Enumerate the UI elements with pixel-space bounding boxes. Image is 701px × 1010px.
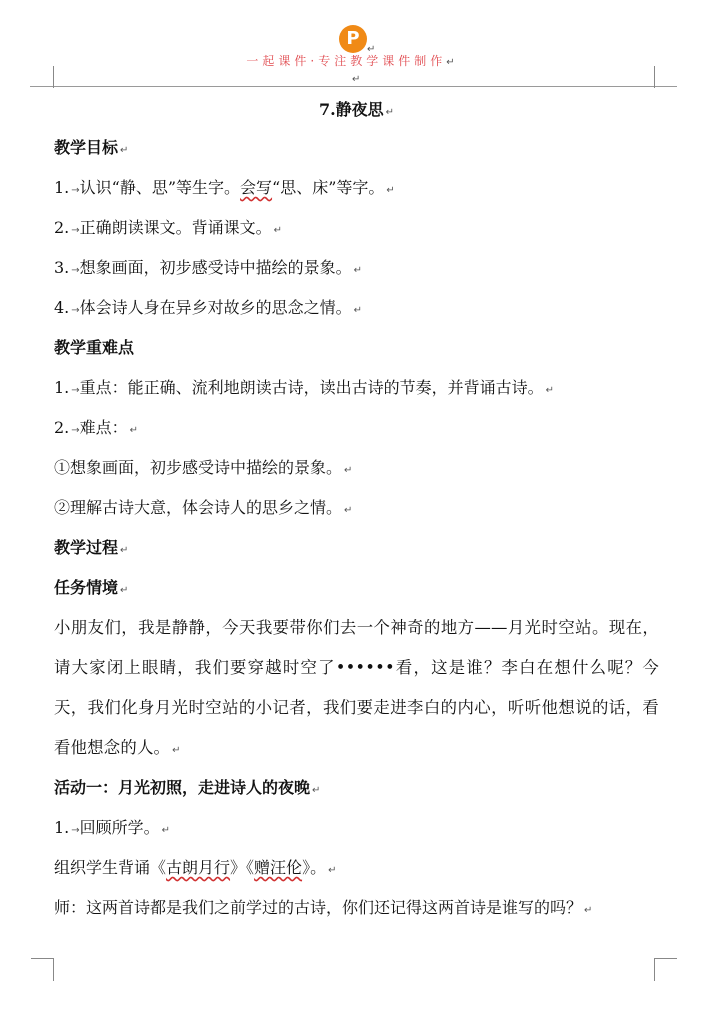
- list-number: 1.: [54, 818, 70, 837]
- paragraph-mark: ↵: [120, 145, 129, 156]
- key-point-text: 难点：: [79, 418, 128, 437]
- list-number: 2.: [54, 418, 70, 437]
- list-number: 4.: [54, 298, 70, 317]
- activity-step: [54, 808, 659, 848]
- paragraph-mark: ↵: [344, 505, 353, 516]
- paragraph-mark: ↵: [584, 905, 593, 916]
- tab-mark: →: [71, 825, 80, 836]
- section-heading-text: 教学过程: [54, 538, 119, 557]
- paragraph-mark: ↵: [120, 545, 129, 556]
- subheading-text: 任务情境: [54, 578, 119, 597]
- goal-item: [54, 288, 659, 328]
- paragraph-mark: ↵: [328, 865, 337, 876]
- paragraph-mark: ↵: [353, 305, 363, 316]
- crop-mark-bottom-right: [654, 958, 677, 981]
- key-point-item: [54, 448, 659, 488]
- spellcheck-underlined-text: 会写: [240, 178, 273, 197]
- section-heading-goals: [54, 128, 659, 168]
- poem-title: 古朗月行: [166, 858, 231, 877]
- document-title: [54, 92, 659, 128]
- list-number: 2.: [54, 218, 70, 237]
- goal-item: [54, 208, 659, 248]
- paragraph-mark: ↵: [312, 785, 321, 796]
- key-point-item: [54, 488, 659, 528]
- tab-mark: →: [71, 425, 80, 436]
- teacher-line: [54, 888, 659, 928]
- paragraph-mark: ↵: [352, 74, 361, 85]
- goal-text: “思、床”等字。: [272, 178, 385, 197]
- activity-step-text: 》。: [302, 858, 327, 877]
- goal-text: 认识“静、思”等生字。: [79, 178, 241, 197]
- activity-step: [54, 848, 659, 888]
- brand-logo: P: [339, 25, 367, 53]
- paragraph-mark: ↵: [446, 57, 455, 68]
- tab-mark: →: [71, 185, 80, 196]
- crop-mark-top-left: [31, 66, 54, 88]
- list-number: 3.: [54, 258, 70, 277]
- subheading-text: 活动一：月光初照，走进诗人的夜晚: [54, 778, 311, 797]
- activity-step-text: 组织学生背诵《: [54, 858, 167, 877]
- task-paragraph-text: 小朋友们，我是静静，今天我要带你们去一个神奇的地方——月光时空站。现在，请大家闭上眼睛，我们要穿越时空了••••••看，这是谁？李白在想什么呢？今天，我们化身月光时空站的小记者，我们要走进李白的内心，听听他想说的话，看看他想念的人。: [54, 618, 659, 757]
- paragraph-mark: ↵: [273, 225, 283, 236]
- activity-step-text: 回顾所学。: [79, 818, 160, 837]
- paragraph-mark: ↵: [161, 825, 171, 836]
- list-number: 1.: [54, 378, 70, 397]
- paragraph-mark: ↵: [172, 745, 181, 756]
- header-slogan: [0, 52, 701, 69]
- tab-mark: →: [71, 305, 80, 316]
- tab-mark: →: [71, 385, 80, 396]
- task-paragraph: [54, 608, 659, 768]
- goal-text: 正确朗读课文。背诵课文。: [79, 218, 272, 237]
- document-title-text: 7.静夜思: [318, 100, 384, 119]
- tab-mark: →: [71, 265, 80, 276]
- goal-item: [54, 248, 659, 288]
- subheading-activity-1: [54, 768, 659, 808]
- header-divider: [30, 86, 677, 87]
- poem-title: 赠汪伦: [254, 858, 303, 877]
- goal-text: 体会诗人身在异乡对故乡的思念之情。: [79, 298, 352, 317]
- subheading-task: [54, 568, 659, 608]
- paragraph-mark: ↵: [367, 44, 376, 55]
- crop-mark-top-right: [654, 66, 677, 88]
- section-heading-key-points: [54, 328, 659, 368]
- key-point-item: [54, 368, 659, 408]
- tab-mark: →: [71, 225, 80, 236]
- document-body: [54, 92, 659, 928]
- list-number: 1.: [54, 178, 70, 197]
- header-slogan-text: 一起课件·专注教学课件制作: [246, 54, 447, 68]
- key-point-text: ②理解古诗大意，体会诗人的思乡之情。: [54, 498, 343, 517]
- paragraph-mark: ↵: [353, 265, 363, 276]
- key-point-text: 重点：能正确、流利地朗读古诗，读出古诗的节奏，并背诵古诗。: [79, 378, 544, 397]
- activity-step-text: 》《: [230, 858, 255, 877]
- paragraph-mark: ↵: [129, 425, 139, 436]
- paragraph-mark: ↵: [344, 465, 353, 476]
- key-point-text: ①想象画面，初步感受诗中描绘的景象。: [54, 458, 343, 477]
- paragraph-mark: ↵: [545, 385, 555, 396]
- key-point-item: [54, 408, 659, 448]
- section-heading-process: [54, 528, 659, 568]
- paragraph-mark: ↵: [120, 585, 129, 596]
- paragraph-mark: ↵: [385, 107, 395, 118]
- teacher-line-text: 师：这两首诗都是我们之前学过的古诗，你们还记得这两首诗是谁写的吗？: [54, 898, 583, 917]
- paragraph-mark: ↵: [386, 185, 395, 196]
- section-heading-text: 教学目标: [54, 138, 119, 157]
- goal-text: 想象画面，初步感受诗中描绘的景象。: [79, 258, 352, 277]
- goal-item: [54, 168, 659, 208]
- crop-mark-bottom-left: [31, 958, 54, 981]
- section-heading-text: 教学重难点: [54, 338, 135, 357]
